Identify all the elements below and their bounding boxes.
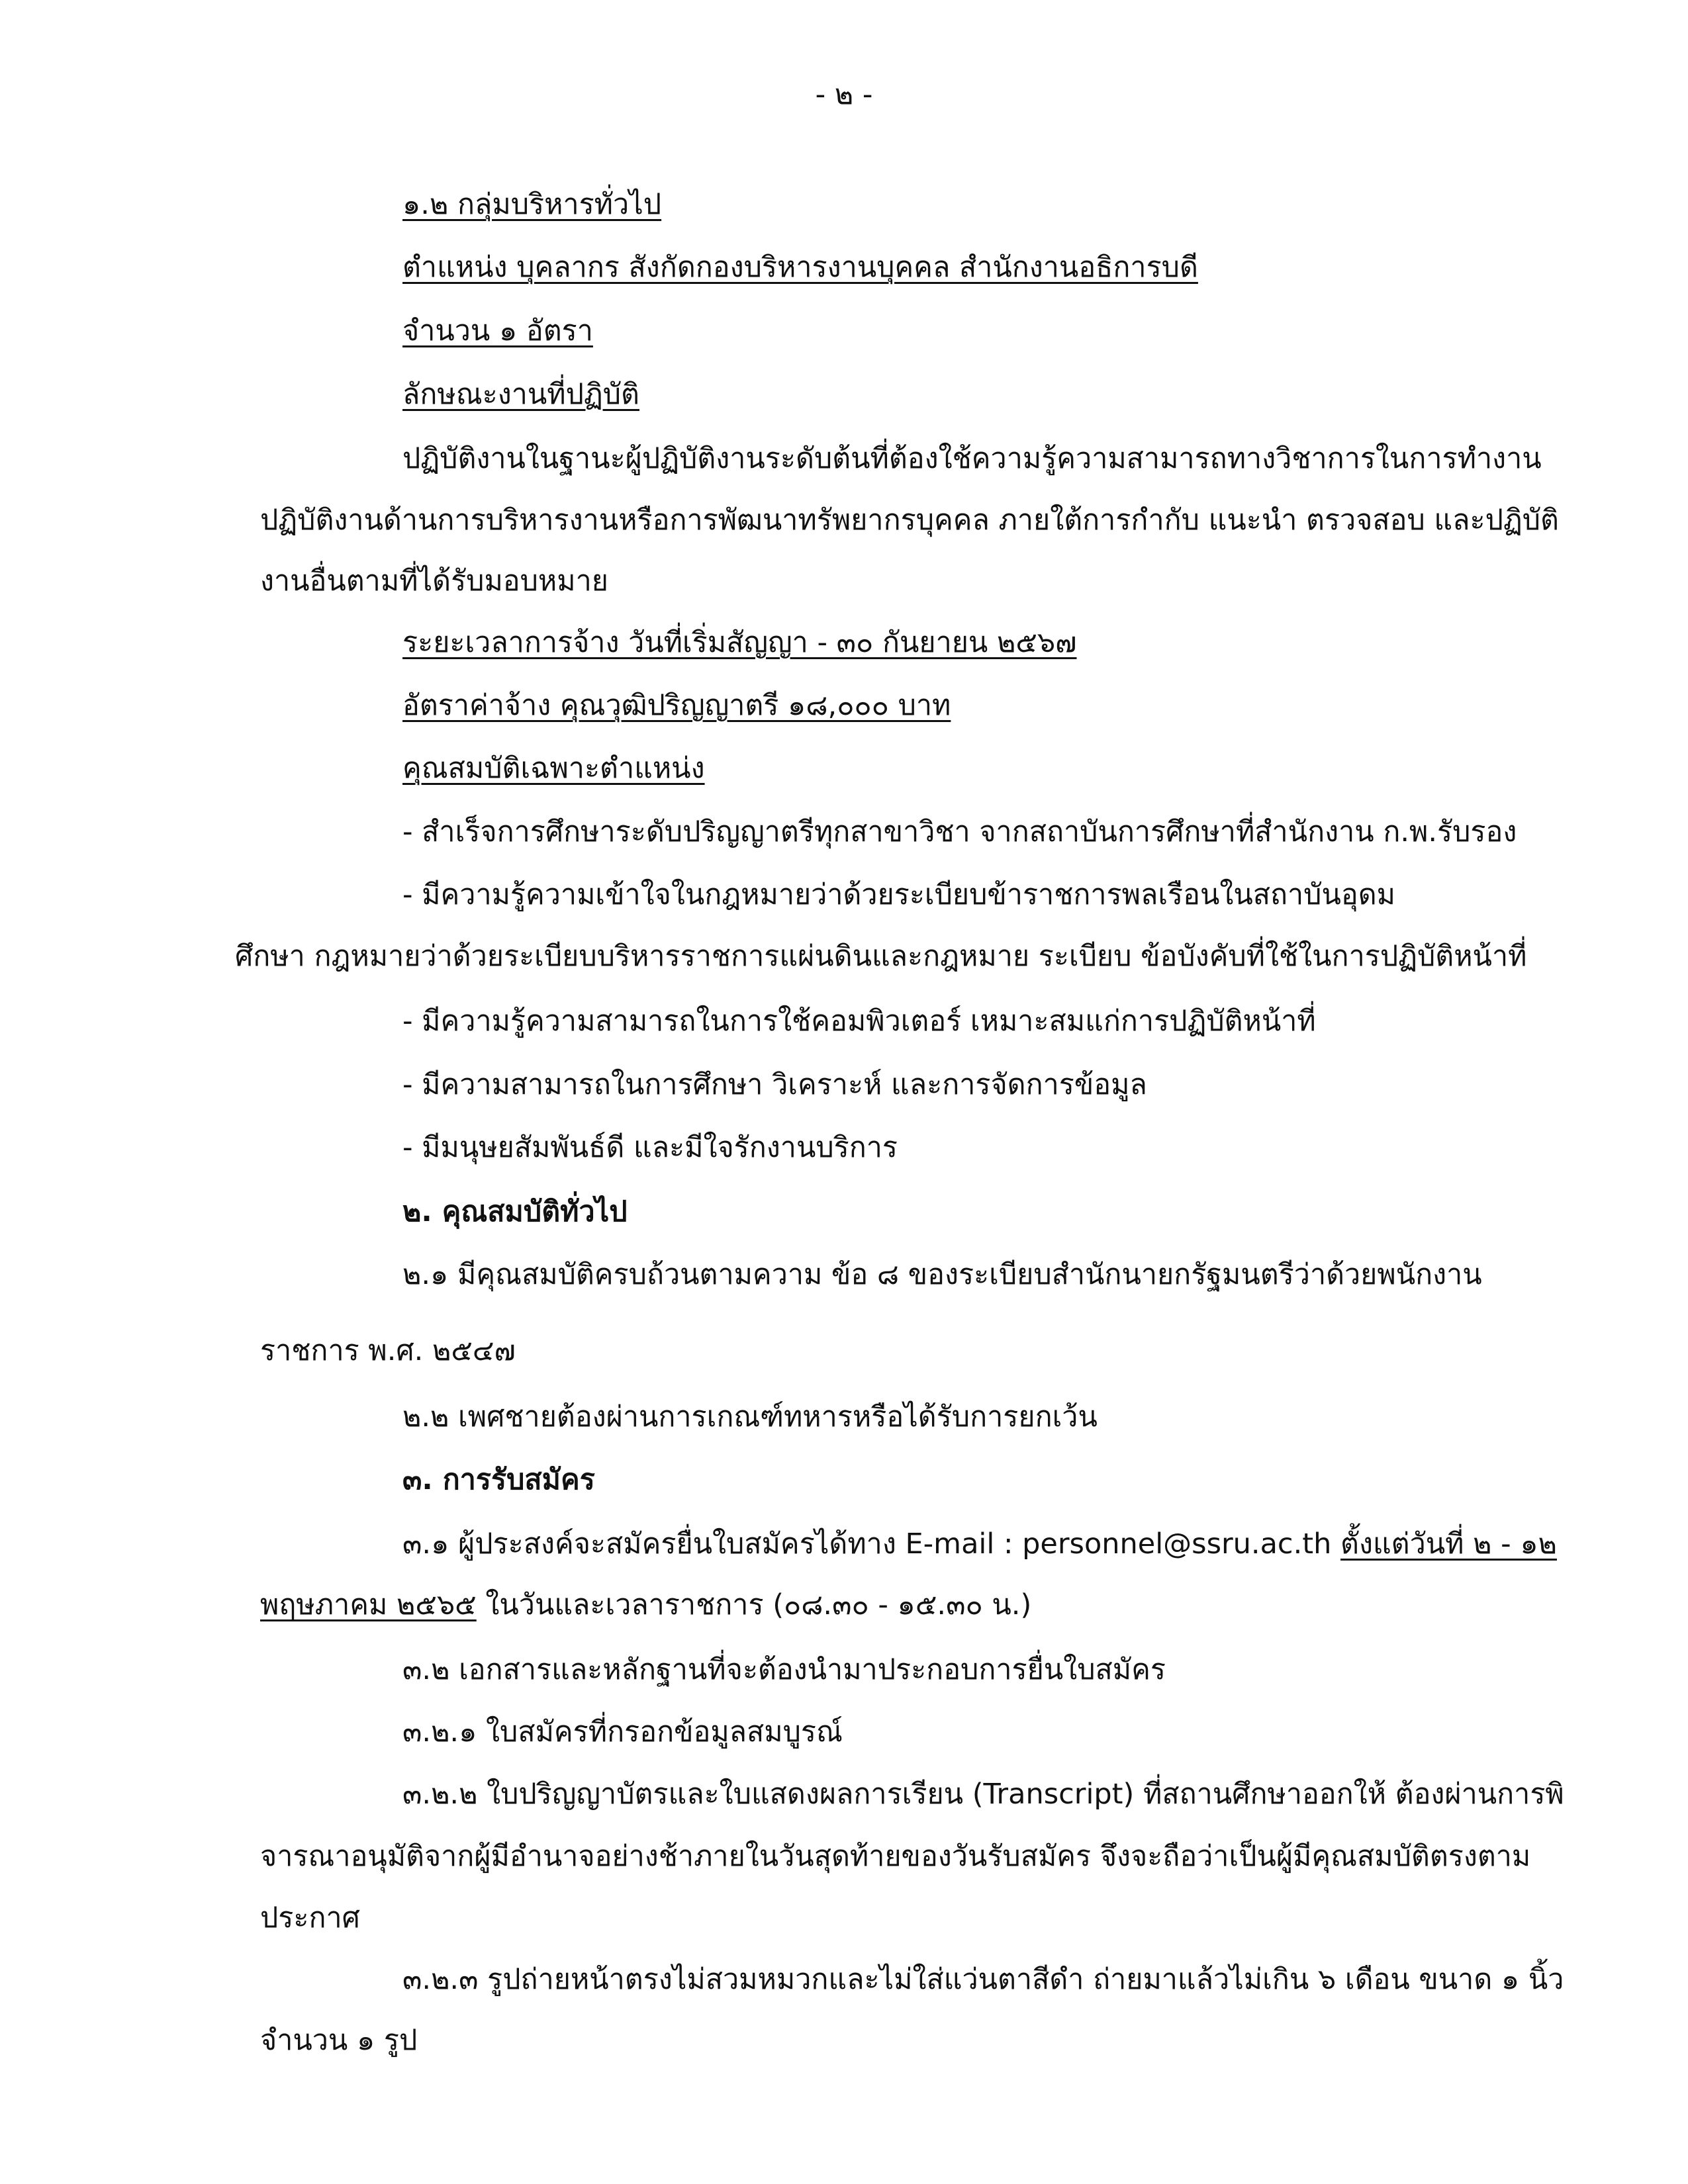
section-heading-2: ๒. คุณสมบัติทั่วไป [402, 1195, 628, 1228]
application-date-range: ตั้งแต่วันที่ ๒ - ๑๒ [1340, 1527, 1557, 1561]
page-number: - ๒ - [815, 78, 873, 111]
duties-paragraph-line-3: งานอื่นตามที่ได้รับมอบหมาย [260, 565, 608, 598]
document-item-1: ๓.๒.๑ ใบสมัครที่กรอกข้อมูลสมบูรณ์ [402, 1715, 843, 1749]
qualification-item-2-line-1: - มีความรู้ความเข้าใจในกฎหมายว่าด้วยระเบียบข้าราชการพลเรือนในสถาบันอุดม [402, 878, 1395, 911]
application-item-1-line-2 [260, 1588, 1032, 1621]
section-heading-1-2: ๑.๒ กลุ่มบริหารทั่วไป [402, 188, 662, 221]
duties-heading: ลักษณะงานที่ปฏิบัติ [402, 378, 639, 411]
position-count: จำนวน ๑ อัตรา [402, 314, 593, 347]
qualifications-heading: คุณสมบัติเฉพาะตำแหน่ง [402, 752, 705, 785]
document-item-2-line-1: ๓.๒.๒ ใบปริญญาบัตรและใบแสดงผลการเรียน (Transcript) ที่สถานศึกษาออกให้ ต้องผ่านการพิ [402, 1778, 1564, 1811]
section-heading-3: ๓. การรับสมัคร [402, 1463, 595, 1496]
wage-rate: อัตราค่าจ้าง คุณวุฒิปริญญาตรี ๑๘,๐๐๐ บาท [402, 689, 951, 722]
application-item-2: ๓.๒ เอกสารและหลักฐานที่จะต้องนำมาประกอบการยื่นใบสมัคร [402, 1653, 1166, 1686]
application-month-year: พฤษภาคม ๒๕๖๕ [260, 1588, 477, 1621]
application-item-1-text: ๓.๑ ผู้ประสงค์จะสมัครยื่นใบสมัครได้ทาง E-mail : personnel@ssru.ac.th [402, 1527, 1341, 1561]
qualification-item-2-line-2: ศึกษา กฎหมายว่าด้วยระเบียบบริหารราชการแผ่นดินและกฎหมาย ระเบียบ ข้อบังคับที่ใช้ในการปฏิบัติหน้าที่ [235, 940, 1527, 973]
general-qualification-1-line-2: ราชการ พ.ศ. ๒๕๔๗ [260, 1334, 516, 1367]
application-hours: ในวันและเวลาราชการ (๐๘.๓๐ - ๑๕.๓๐ น.) [476, 1588, 1032, 1621]
qualification-item-1: - สำเร็จการศึกษาระดับปริญญาตรีทุกสาขาวิชา จากสถาบันการศึกษาที่สำนักงาน ก.พ.รับรอง [402, 815, 1517, 848]
document-item-2-line-2: จารณาอนุมัติจากผู้มีอำนาจอย่างช้าภายในวันสุดท้ายของวันรับสมัคร จึงจะถือว่าเป็นผู้มีคุณสมบัติตรงตาม [260, 1840, 1531, 1873]
qualification-item-5: - มีมนุษยสัมพันธ์ดี และมีใจรักงานบริการ [402, 1131, 898, 1164]
document-item-3-line-2: จำนวน ๑ รูป [260, 2024, 418, 2057]
duties-paragraph-line-1: ปฏิบัติงานในฐานะผู้ปฏิบัติงานระดับต้นที่ต้องใช้ความรู้ความสามารถทางวิชาการในการทำงาน [402, 442, 1542, 475]
general-qualification-1-line-1: ๒.๑ มีคุณสมบัติครบถ้วนตามความ ข้อ ๘ ของระเบียบสำนักนายกรัฐมนตรีว่าด้วยพนักงาน [402, 1258, 1482, 1291]
document-item-3-line-1: ๓.๒.๓ รูปถ่ายหน้าตรงไม่สวมหมวกและไม่ใส่แว่นตาสีดำ ถ่ายมาแล้วไม่เกิน ๖ เดือน ขนาด ๑ นิ้ว [402, 1963, 1564, 1996]
general-qualification-2: ๒.๒ เพศชายต้องผ่านการเกณฑ์ทหารหรือได้รับการยกเว้น [402, 1400, 1098, 1433]
qualification-item-4: - มีความสามารถในการศึกษา วิเคราะห์ และการจัดการข้อมูล [402, 1068, 1147, 1101]
qualification-item-3: - มีความรู้ความสามารถในการใช้คอมพิวเตอร์ เหมาะสมแก่การปฏิบัติหน้าที่ [402, 1005, 1316, 1038]
employment-period: ระยะเวลาการจ้าง วันที่เริ่มสัญญา - ๓๐ กันยายน ๒๕๖๗ [402, 626, 1077, 659]
application-item-1-line-1 [402, 1527, 1557, 1561]
document-item-2-line-3: ประกาศ [260, 1901, 360, 1934]
duties-paragraph-line-2: ปฏิบัติงานด้านการบริหารงานหรือการพัฒนาทรัพยากรบุคคล ภายใต้การกำกับ แนะนำ ตรวจสอบ และปฏิบัติ [260, 504, 1559, 537]
position-title: ตำแหน่ง บุคลากร สังกัดกองบริหารงานบุคคล สำนักงานอธิการบดี [402, 251, 1198, 284]
